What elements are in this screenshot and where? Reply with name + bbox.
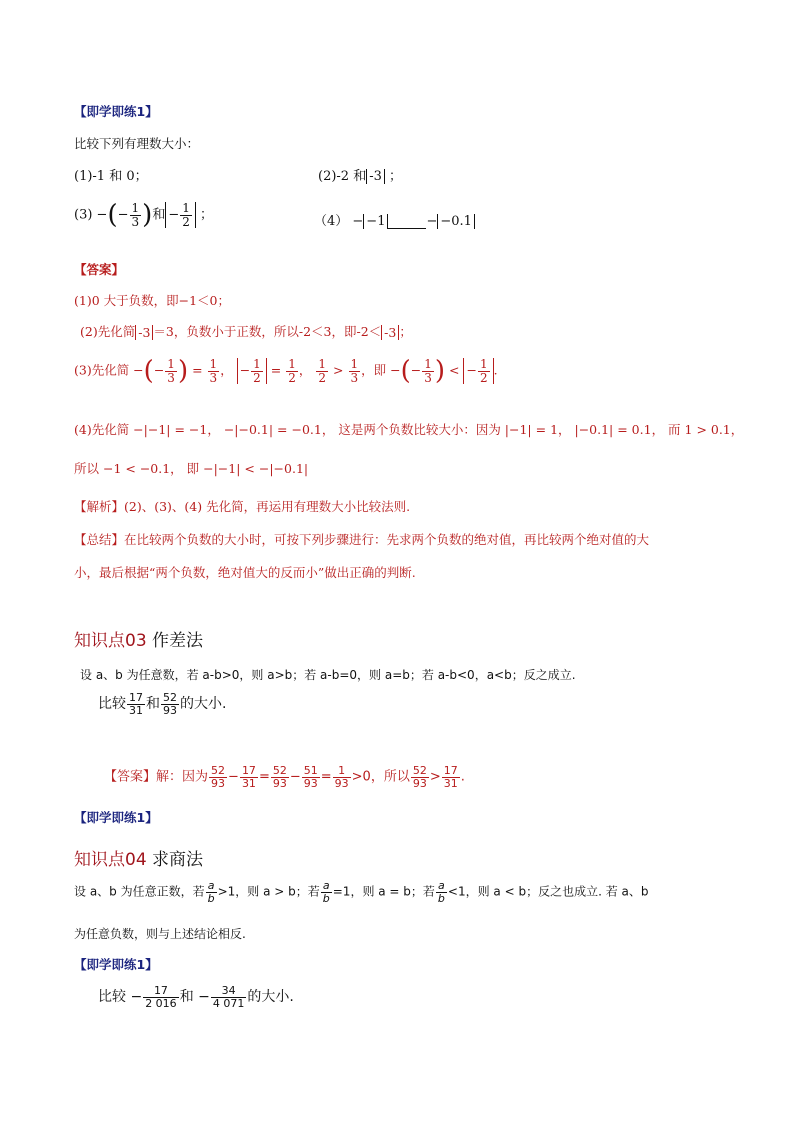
answer-blank[interactable]: [388, 216, 426, 229]
question-3: (3) −(− $\frac{1}{3}$ )和 − $\frac{1}{2}$ ；: [74, 200, 214, 230]
knowledge-point-03-title: 知识点03 作差法: [74, 631, 204, 651]
practice-tag-3: 【即学即练1】: [74, 957, 158, 972]
practice-tag-2: 【即学即练1】: [74, 810, 158, 825]
practice-prompt: 比较下列有理数大小：: [74, 136, 200, 151]
kp4-example: 比较 − $\frac{17}{2 016}$ 和 − $\frac{34}{4 071}$ 的大小.: [98, 984, 294, 1010]
question-1: (1)-1 和 0；: [74, 169, 148, 184]
answer-line-2: (2)先化简 -3 ＝3，负数小于正数，所以-2＜3，即-2＜ -3 ；: [80, 324, 412, 340]
summary-line-2: 小，最后根据“两个负数，绝对值大的反而小”做出正确的判断.: [74, 565, 416, 580]
answer-line-4: (4)先化简 −|−1| = −1， −|−0.1| = −0.1， 这是两个负数比较大小：因为 |−1| = 1， |−0.1| = 0.1， 而 1 > 0.1，: [74, 422, 744, 437]
question-2: (2)-2 和 -3 ；: [318, 169, 403, 184]
kp3-example: 比较 $\frac{17}{31}$ 和 $\frac{52}{93}$ 的大小.: [98, 691, 227, 717]
answer-line-5: 所以 −1 < −0.1， 即 −|−1| < −|−0.1|: [74, 461, 309, 476]
summary-line-1: 【总结】在比较两个负数的大小时，可按下列步骤进行：先求两个负数的绝对值，再比较两个绝对值的大: [74, 532, 650, 547]
knowledge-point-04-title: 知识点04 求商法: [74, 850, 204, 870]
kp3-answer: 【答案】解：因为 $\frac{52}{93}$ − $\frac{17}{31}$ = $\frac{52}{93}$ − $\frac{51}{93}$ = $\frac{1}{93}$ >0，所以 $\frac{52}{93}$ > $\frac{17}{31}$ .: [104, 764, 465, 790]
answer-line-1: (1)0 大于负数，即−1＜0；: [74, 293, 231, 308]
question-4: （4） − −1 − −0.1: [314, 210, 475, 229]
kp4-rule-line-2: 为任意负数，则与上述结论相反.: [74, 927, 246, 941]
practice-tag-1: 【即学即练1】: [74, 104, 158, 119]
analysis: 【解析】(2)、(3)、(4) 先化简，再运用有理数大小比较法则.: [74, 499, 411, 514]
kp3-rule: 设 a、b 为任意数，若 a-b>0，则 a>b；若 a-b=0，则 a=b；若 a-b<0，a<b；反之成立.: [80, 668, 576, 682]
answer-line-3: (3)先化简 −(− $\frac{1}{3}$ ) = $\frac{1}{3}$ ， − $\frac{1}{2}$ = $\frac{1}{2}$ ， $\frac{1}{2}$ > $\frac{1}{3}$ ，即 −(− $\frac{1}{3}$ ) < − $\frac{1}{2}$ .: [74, 356, 498, 386]
answer-tag-1: 【答案】: [74, 262, 125, 277]
kp4-rule-line-1: 设 a、b 为任意正数，若 $\frac{a}{b}$ >1，则 a > b；若 $\frac{a}{b}$ =1，则 a = b；若 $\frac{a}{b}$ <1，则 a < b；反之也成立. 若 a、b: [74, 879, 649, 905]
